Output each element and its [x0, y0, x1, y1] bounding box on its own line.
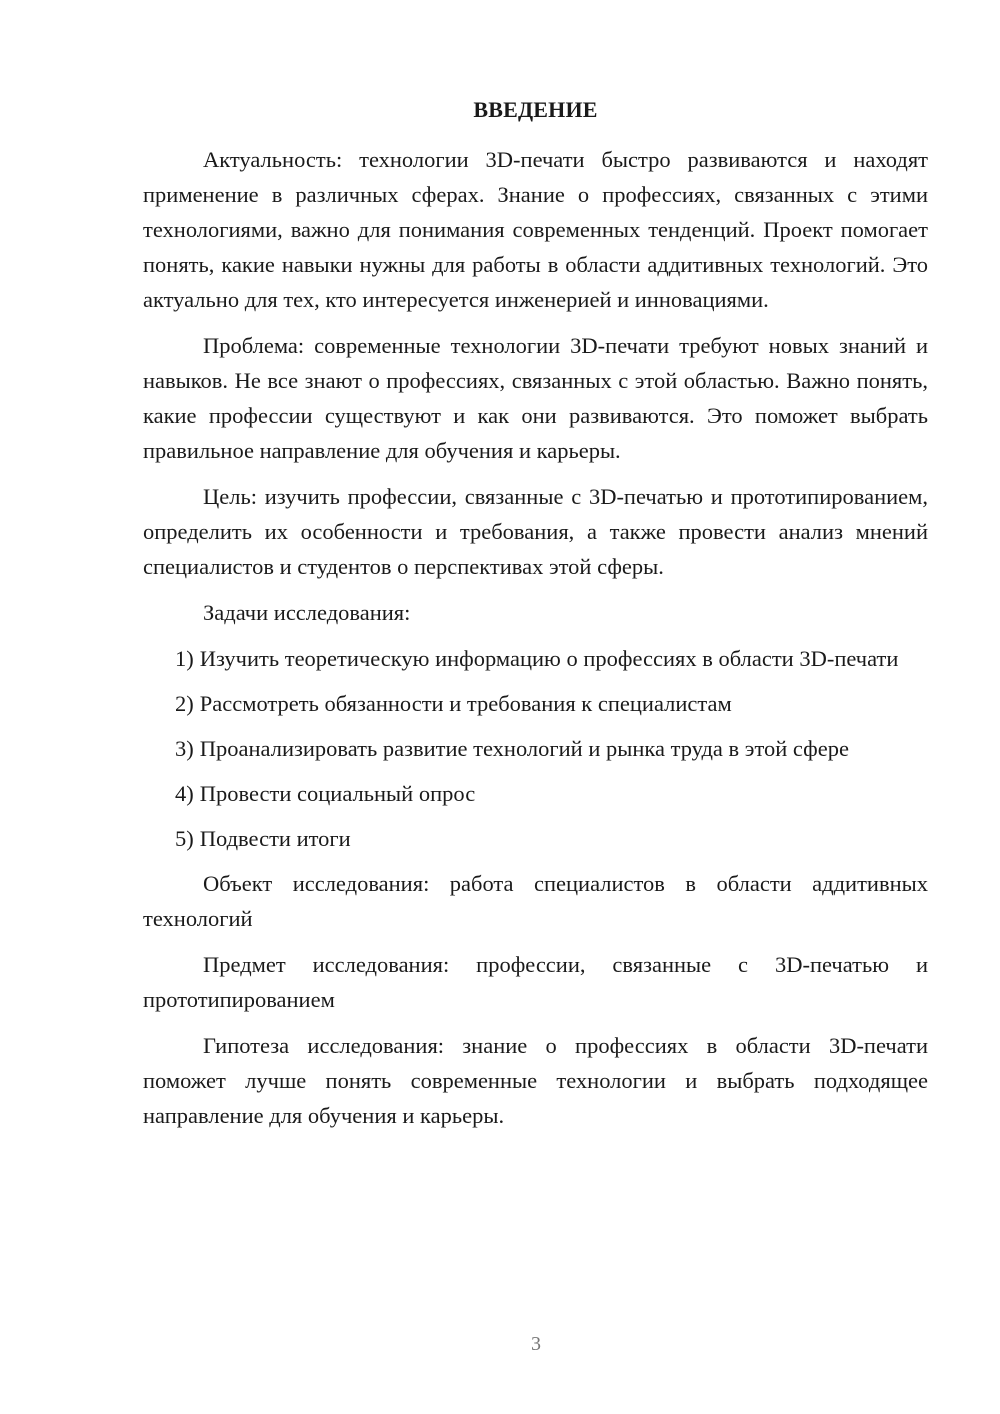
paragraph-tasks-heading: Задачи исследования:	[203, 600, 411, 625]
task-item-3	[143, 731, 928, 766]
paragraph-relevance: Актуальность: технологии 3D-печати быстро развиваются и находят применение в различных сферах. Знание о профессиях, связанных с этими технологиями, важно для понимания современных тенденций. Проект помогает понять, какие навыки нужны для работы в области аддитивных технологий. Это актуально для тех, кто интересуется инженерией и инновациями.	[143, 147, 928, 312]
section-title: ВВЕДЕНИЕ	[473, 97, 598, 122]
paragraph-problem: Проблема: современные технологии 3D-печати требуют новых знаний и навыков. Не все знают о профессиях, связанных с этой областью. Важно понять, какие профессии существуют и как они развиваются. Это поможет выбрать правильное направление для обучения и карьеры.	[143, 333, 928, 463]
task-text: Провести социальный опрос	[199, 781, 476, 806]
task-item-1	[143, 641, 928, 676]
paragraph-subject: Предмет исследования: профессии, связанные с 3D-печатью и прототипированием	[143, 952, 928, 1012]
page-content	[143, 96, 928, 1144]
paragraph-object: Объект исследования: работа специалистов в области аддитивных технологий	[143, 871, 928, 931]
task-marker: 1)	[175, 646, 194, 671]
task-text: Изучить теоретическую информацию о профессиях в области 3D-печати	[199, 646, 899, 671]
task-item-5	[143, 821, 928, 856]
task-text: Проанализировать развитие технологий и рынка труда в этой сфере	[199, 736, 849, 761]
task-item-2	[143, 686, 928, 721]
task-marker: 4)	[175, 781, 194, 806]
task-marker: 2)	[175, 691, 194, 716]
page-number: 3	[531, 1333, 541, 1355]
paragraph-hypothesis: Гипотеза исследования: знание о профессиях в области 3D-печати поможет лучше понять современные технологии и выбрать подходящее направление для обучения и карьеры.	[143, 1033, 928, 1128]
paragraph-goal: Цель: изучить профессии, связанные с 3D-печатью и прототипированием, определить их особенности и требования, а также провести анализ мнений специалистов и студентов о перспективах этой сферы.	[143, 484, 928, 579]
task-text: Рассмотреть обязанности и требования к специалистам	[199, 691, 732, 716]
task-item-4	[143, 776, 928, 811]
task-marker: 5)	[175, 826, 194, 851]
task-marker: 3)	[175, 736, 194, 761]
task-text: Подвести итоги	[199, 826, 351, 851]
